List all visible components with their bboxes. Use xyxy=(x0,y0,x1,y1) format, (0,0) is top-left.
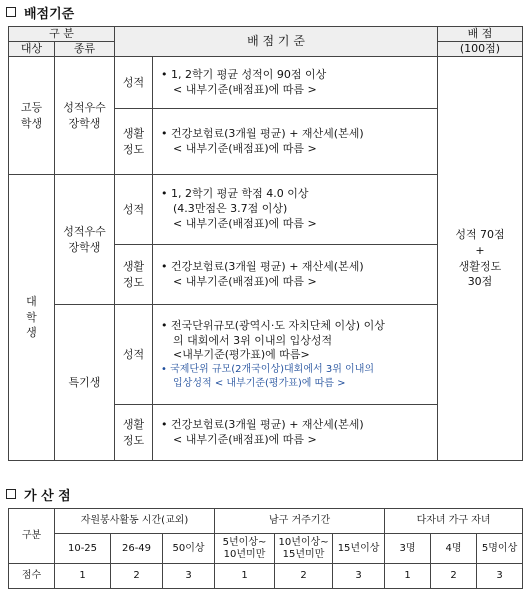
checkbox-square-icon xyxy=(6,7,16,17)
row-label-grade: 성적 xyxy=(115,305,153,405)
criteria-line-international: • 국제단위 규모(2개국이상)대회에서 3위 이내의 xyxy=(161,364,375,376)
bonus-item: 10년이상~ 15년미만 xyxy=(275,534,333,564)
header-type: 종류 xyxy=(55,42,115,57)
criteria-line: < 내부기준(배점표)에 따름 > xyxy=(173,141,317,155)
criteria-cell xyxy=(153,109,438,175)
criteria-line: < 내부기준(배점표)에 따름 > xyxy=(173,432,317,446)
bonus-score: 2 xyxy=(431,564,477,589)
criteria-line: <내부기준(평가표)에 따름> xyxy=(173,348,310,362)
criteria-line: • 전국단위규모(광역시·도 자치단체 이상) 이상 xyxy=(161,318,385,332)
criteria-line: • 건강보험료(3개월 평균) + 재산세(본세) xyxy=(161,417,364,431)
header-score-sub: (100점) xyxy=(438,42,523,57)
criteria-cell xyxy=(153,305,438,405)
section-title-bonus-points xyxy=(6,484,71,504)
criteria-line-international: 입상성적 < 내부기준(평가표)에 따름 > xyxy=(173,377,346,389)
bonus-score: 3 xyxy=(333,564,385,589)
criteria-line: • 건강보험료(3개월 평균) + 재산세(본세) xyxy=(161,126,364,140)
criteria-cell xyxy=(153,57,438,109)
section-title-text: 배점기준 xyxy=(24,6,75,22)
bonus-header-gubun: 구분 xyxy=(9,509,55,564)
bonus-header-score: 점수 xyxy=(9,564,55,589)
row-label-living xyxy=(115,109,153,175)
bonus-group-title: 자원봉사활동 시간(교외) xyxy=(55,509,215,534)
bonus-score: 2 xyxy=(111,564,163,589)
bonus-item: 50이상 xyxy=(163,534,215,564)
checkbox-square-icon xyxy=(6,489,16,499)
bonus-score: 1 xyxy=(215,564,275,589)
row-label-living xyxy=(115,405,153,461)
row-label-grade: 성적 xyxy=(115,175,153,245)
bonus-item: 5명이상 xyxy=(477,534,523,564)
criteria-line: < 내부기준(배점표)에 따름 > xyxy=(173,216,317,230)
type-academic-highschool xyxy=(55,57,115,175)
bonus-score: 3 xyxy=(163,564,215,589)
bonus-points-table xyxy=(8,508,523,589)
criteria-line: < 내부기준(배점표)에 따름 > xyxy=(173,82,317,96)
bonus-score: 1 xyxy=(385,564,431,589)
type-label: 성적우수 장학생 xyxy=(63,224,106,254)
bonus-score: 2 xyxy=(275,564,333,589)
criteria-cell xyxy=(153,175,438,245)
criteria-line: < 내부기준(배점표)에 따름 > xyxy=(173,274,317,288)
header-criteria: 배 점 기 준 xyxy=(115,27,438,57)
type-label: 성적우수 장학생 xyxy=(63,100,106,130)
bonus-item: 4명 xyxy=(431,534,477,564)
target-label: 대 학 생 xyxy=(26,294,37,340)
bonus-group-title: 남구 거주기간 xyxy=(215,509,385,534)
row-label-text: 생활 정도 xyxy=(122,417,145,447)
criteria-line: • 1, 2학기 평균 성적이 90점 이상 xyxy=(161,67,327,81)
score-summary-cell xyxy=(438,57,523,461)
bonus-item: 15년이상 xyxy=(333,534,385,564)
score-summary-text: 성적 70점 + 생활정도 30점 xyxy=(455,227,505,289)
row-label-living xyxy=(115,245,153,305)
section-title-scoring-criteria xyxy=(6,2,74,22)
row-label-grade: 성적 xyxy=(115,57,153,109)
header-score: 배 점 xyxy=(438,27,523,42)
type-special-talent xyxy=(55,305,115,461)
criteria-line: (4.3만점은 3.7점 이상) xyxy=(173,202,288,216)
scoring-criteria-table xyxy=(8,26,523,461)
criteria-line: • 1, 2학기 평균 학점 4.0 이상 xyxy=(161,187,309,201)
bonus-score: 3 xyxy=(477,564,523,589)
bonus-score: 1 xyxy=(55,564,111,589)
bonus-item: 3명 xyxy=(385,534,431,564)
target-label: 고등 학생 xyxy=(20,100,43,130)
header-gubun: 구 분 xyxy=(9,27,115,42)
criteria-line: • 건강보험료(3개월 평균) + 재산세(본세) xyxy=(161,259,364,273)
row-label-text: 생활 정도 xyxy=(122,126,145,156)
bonus-item: 26-49 xyxy=(111,534,163,564)
bonus-item: 10-25 xyxy=(55,534,111,564)
criteria-cell xyxy=(153,245,438,305)
bonus-item: 5년이상~ 10년미만 xyxy=(215,534,275,564)
type-label: 특기생 xyxy=(68,375,101,389)
header-target: 대상 xyxy=(9,42,55,57)
target-highschool xyxy=(9,57,55,175)
criteria-cell xyxy=(153,405,438,461)
type-academic-university xyxy=(55,175,115,305)
bonus-group-title: 다자녀 가구 자녀 xyxy=(385,509,523,534)
target-university xyxy=(9,175,55,461)
section-title-text: 가 산 점 xyxy=(24,488,71,504)
criteria-line: 의 대회에서 3위 이내의 입상성적 xyxy=(173,333,333,347)
row-label-text: 생활 정도 xyxy=(122,259,145,289)
